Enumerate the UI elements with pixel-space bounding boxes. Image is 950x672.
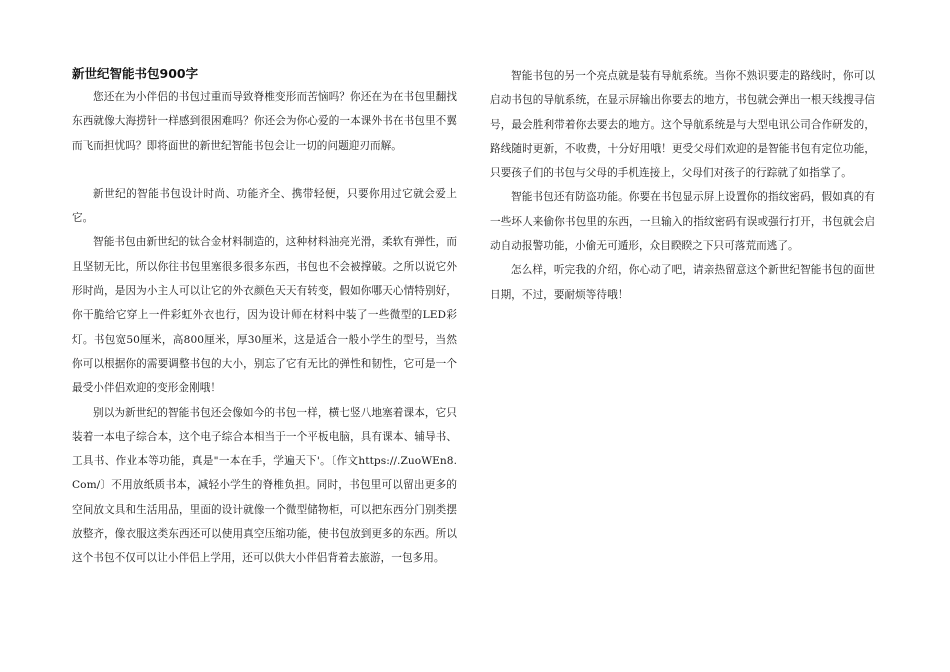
essay-title: 新世纪智能书包900字: [72, 66, 199, 81]
paragraph-material: 智能书包由新世纪的钛合金材料制造的，这种材料油亮光滑，柔软有弹性，而且坚韧无比，所以你往书包里塞很多很多东西，书包也不会被撑破。之所以说它外形时尚，是因为小主人可以让它的外衣颜色天天有转变，假如你哪天心情特别好，你干脆给它穿上一件彩虹外衣也行，因为设计师在材料中装了一些微型的LED彩灯。书包宽50厘米，高800厘米，厚30厘米，这是适合一般小学生的型号，当然你可以根据你的需要调整书包的大小，别忘了它有无比的弹性和韧性，它可是一个最受小伴侣欢迎的变形金刚哦！: [72, 236, 457, 395]
paragraph-conclusion: 怎么样，听完我的介绍，你心动了吧，请亲热留意这个新世纪智能书包的面世日期，不过，要耐烦等待哦！: [490, 264, 875, 301]
paragraph-overview: 新世纪的智能书包设计时尚、功能齐全、携带轻便，只要你用过它就会爱上它。: [72, 187, 457, 225]
right-column: [490, 64, 875, 307]
paragraph-e-book: 别以为新世纪的智能书包还会像如今的书包一样，横七竖八地塞着课本，它只装着一本电子综合本，这个电子综合本相当于一个平板电脑，具有课本、辅导书、工具书、作业本等功能，真是"一本在手，学遍天下'。〔作文https://.ZuoWEn8.Com/〕不用放纸质书本，减轻小学生的脊椎负担。同时，书包里可以留出更多的空间放文具和生活用品，里面的设计就像一个微型储物柜，可以把东西分门别类摆放整齐，像衣服这类东西还可以使用真空压缩功能，使书包放到更多的东西。所以这个书包不仅可以让小伴侣上学用，还可以供大小伴侣背着去旅游，一包多用。: [72, 406, 457, 565]
paragraph-navigation: 智能书包的另一个亮点就是装有导航系统。当你不熟识要走的路线时，你可以启动书包的导航系统，在显示屏输出你要去的地方，书包就会弹出一根天线搜寻信号，最会胜利带着你去要去的地方。这个导航系统是与大型电讯公司合作研发的，路线随时更新，不收费，十分好用哦！更受父母们欢迎的是智能书包有定位功能，只要孩子们的书包与父母的手机连接上，父母们对孩子的行踪就了如指掌了。: [490, 70, 875, 180]
left-column: [72, 64, 457, 571]
paragraph-spacer: [72, 158, 457, 182]
paragraph-intro: 您还在为小伴侣的书包过重而导致脊椎变形而苦恼吗？你还在为在书包里翻找东西就像大海捞针一样感到很困难吗？你还会为你心爱的一本课外书在书包里不翼而飞而担忧吗？即将面世的新世纪智能书包会让一切的问题迎刃而解。: [72, 91, 457, 152]
paragraph-anti-theft: 智能书包还有防盗功能。你要在书包显示屏上设置你的指纹密码，假如真的有一些坏人来偷你书包里的东西，一旦输入的指纹密码有误或强行打开，书包就会启动自动报警功能，小偷无可遁形，众目睽睽之下只可落荒而逃了。: [490, 191, 875, 253]
